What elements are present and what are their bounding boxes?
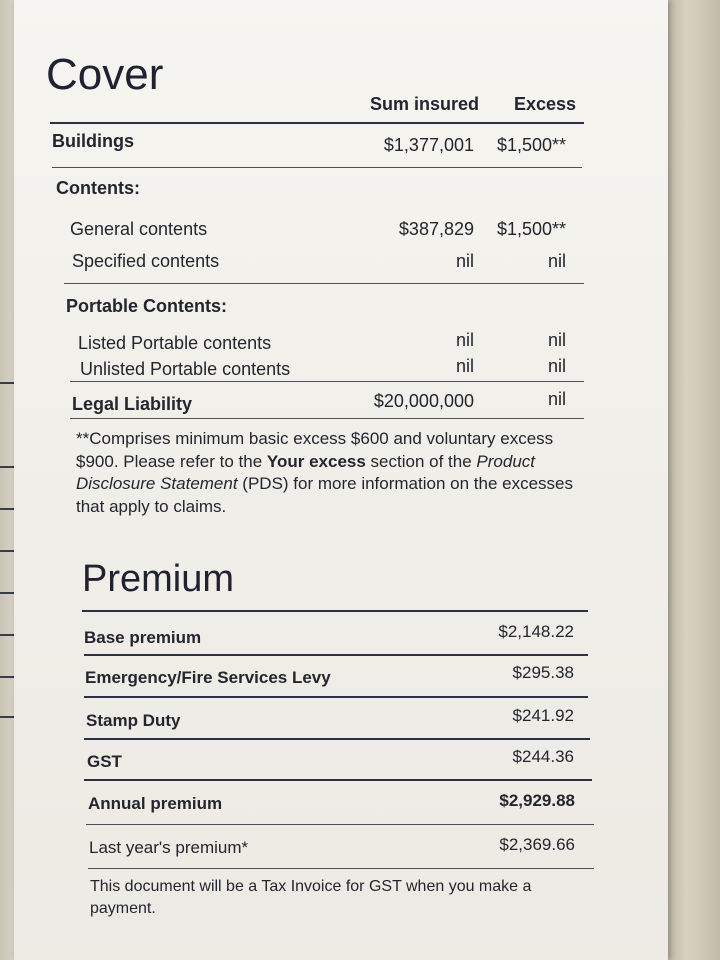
base-premium-value: $2,148.22 (498, 622, 574, 641)
unlisted-portable-label: Unlisted Portable contents (80, 359, 291, 379)
general-contents-sum: $387,829 (398, 219, 474, 239)
divider (50, 122, 584, 124)
gst-label: GST (87, 752, 122, 771)
stamp-duty-value: $241.92 (512, 706, 574, 725)
legal-liability-sum: $20,000,000 (373, 391, 474, 411)
levy-value: $295.38 (512, 663, 574, 682)
insurance-document (14, 0, 668, 960)
divider (70, 418, 584, 419)
divider (84, 738, 590, 740)
general-contents-excess: $1,500** (497, 219, 567, 239)
divider (70, 381, 584, 382)
divider (64, 283, 584, 284)
annual-premium-label: Annual premium (88, 794, 223, 813)
specified-contents-excess: nil (547, 251, 566, 271)
last-year-premium-value: $2,369.66 (499, 835, 575, 854)
buildings-sum: $1,377,001 (383, 135, 474, 155)
divider (84, 779, 592, 781)
divider (86, 824, 594, 825)
buildings-label: Buildings (52, 131, 134, 151)
listed-portable-label: Listed Portable contents (78, 333, 272, 353)
footnote-italic: Product Disclosure Statement (76, 451, 535, 493)
listed-portable-excess: nil (547, 330, 566, 350)
annual-premium-value: $2,929.88 (499, 791, 575, 810)
footnote-text: **Comprises minimum basic excess $600 and voluntary excess $900. Please refer to the (76, 429, 554, 471)
levy-label: Emergency/Fire Services Levy (85, 668, 331, 687)
last-year-premium-label: Last year's premium* (89, 838, 249, 857)
cover-title: Cover (46, 50, 164, 99)
gst-value: $244.36 (512, 747, 574, 766)
divider (84, 654, 588, 656)
general-contents-label: General contents (70, 219, 208, 239)
specified-contents-sum: nil (455, 251, 474, 271)
tax-invoice-note: This document will be a Tax Invoice for GST when you make a payment. (90, 878, 532, 917)
listed-portable-sum: nil (455, 330, 474, 350)
footnote-text: section of the (365, 451, 477, 471)
buildings-excess: $1,500** (497, 135, 567, 155)
desk-background-right (664, 0, 720, 960)
base-premium-label: Base premium (84, 628, 202, 647)
sum-insured-header: Sum insured (370, 94, 480, 114)
unlisted-portable-sum: nil (455, 356, 474, 376)
stamp-duty-label: Stamp Duty (86, 711, 181, 730)
excess-header: Excess (514, 94, 577, 114)
divider (84, 696, 588, 698)
legal-liability-excess: nil (547, 389, 566, 409)
divider (88, 868, 594, 869)
footnote-bold: Your excess (266, 451, 366, 471)
unlisted-portable-excess: nil (547, 356, 566, 376)
footnote-text: (PDS) for more information on the excesses that apply to claims. (76, 474, 573, 516)
portable-contents-header: Portable Contents: (66, 296, 228, 316)
divider (82, 610, 588, 612)
contents-header: Contents: (56, 178, 140, 198)
divider (52, 167, 582, 168)
legal-liability-label: Legal Liability (72, 394, 193, 414)
excess-footnote (76, 428, 596, 518)
specified-contents-label: Specified contents (72, 251, 220, 271)
premium-title: Premium (82, 558, 235, 600)
